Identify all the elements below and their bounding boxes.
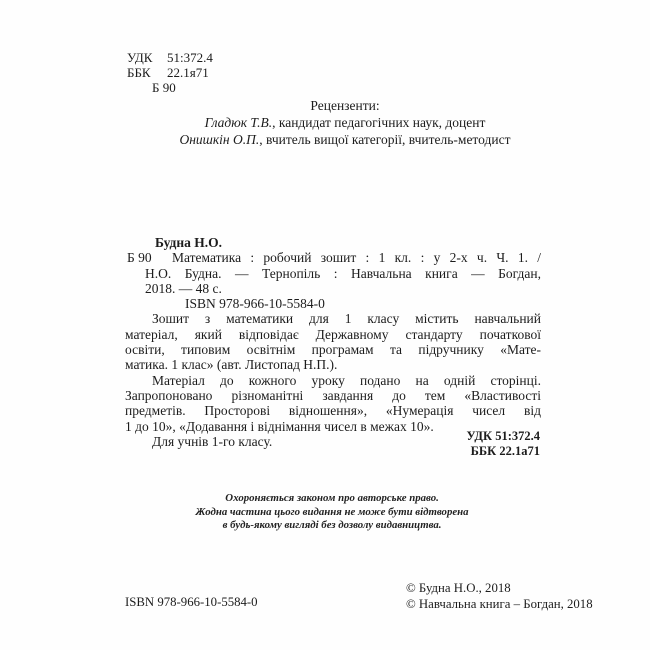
reviewer-name: Гладюк Т.В. [204, 115, 273, 130]
reviewers-heading: Рецензенти: [310, 98, 380, 113]
catalog-entry [125, 250, 541, 296]
catalog-entry-line: 2018. — 48 с. [145, 280, 222, 296]
copyright-line: Жодна частина цього видання не може бути відтворена [195, 505, 469, 518]
annotation-line: Запропоновано різноманітні завдання до тем «Властивості [125, 387, 541, 403]
bbk-value: 22.1я71 [167, 65, 209, 80]
annotation-audience: Для учнів 1-го класу. [152, 433, 273, 449]
copyright-line: в будь-якому вигляді без дозволу видавництва. [222, 519, 442, 531]
classification-codes-top [127, 50, 213, 95]
reviewer-credentials: , вчитель вищої категорії, вчитель-методист [259, 132, 511, 147]
bbk-label: ББК [127, 65, 151, 80]
author-code-entry: Б 90 [127, 250, 152, 266]
isbn-catalog: ISBN 978-966-10-5584-0 [185, 296, 325, 312]
reviewers-block [110, 97, 580, 148]
reviewer-name: Онишкін О.П. [179, 132, 260, 147]
annotation-line: предметів. Просторові відношення», «Нумерація чисел від [125, 403, 541, 419]
catalog-entry-line: Н.О. Будна. — Тернопіль : Навчальна книга — Богдан, [145, 265, 541, 281]
bbk-row [127, 65, 213, 80]
annotation-line: 1 до 10», «Додавання і віднімання чисел в межах 10». [125, 418, 434, 434]
copyright-line: Охороняється законом про авторське право. [225, 492, 439, 504]
credit-line: © Будна Н.О., 2018 [406, 581, 511, 595]
author-name: Будна Н.О. [155, 235, 222, 250]
catalog-entry-text [145, 250, 541, 296]
reviewer-credentials: , кандидат педагогічних наук, доцент [272, 115, 486, 130]
udk-value: 51:372.4 [167, 50, 213, 65]
udk-bottom: УДК 51:372.4 [466, 429, 540, 443]
bbk-bottom: ББК 22.1а71 [470, 443, 540, 458]
author-code-top: Б 90 [152, 80, 176, 95]
annotation-line: матеріал, який відповідає Державному стандарту початкової [125, 326, 541, 342]
isbn-footer: ISBN 978-966-10-5584-0 [125, 595, 258, 609]
annotation-paragraph-2 [125, 373, 541, 434]
catalog-and-annotation [125, 235, 541, 449]
annotation-line: Зошит з математики для 1 класу містить навчальний [152, 311, 541, 327]
reviewer-line [110, 114, 580, 131]
reviewer-line [110, 131, 580, 148]
udk-label: УДК [127, 50, 153, 65]
credit-line: © Навчальна книга – Богдан, 2018 [406, 597, 593, 611]
copyright-notice [112, 492, 552, 533]
annotation-line: освіти, типовим освітнім програмам та підручнику «Мате- [125, 342, 541, 358]
annotation-line: матика. 1 клас» (авт. Листопад Н.П.). [125, 357, 338, 373]
copyright-credits [406, 580, 593, 612]
udk-row [127, 50, 213, 65]
annotation-line: Матеріал до кожного уроку подано на одній сторінці. [152, 372, 541, 388]
annotation-paragraph-1 [125, 311, 541, 372]
classification-codes-bottom [467, 429, 541, 458]
catalog-entry-line: Математика : робочий зошит : 1 кл. : у 2-х ч. Ч. 1. / [172, 250, 541, 266]
